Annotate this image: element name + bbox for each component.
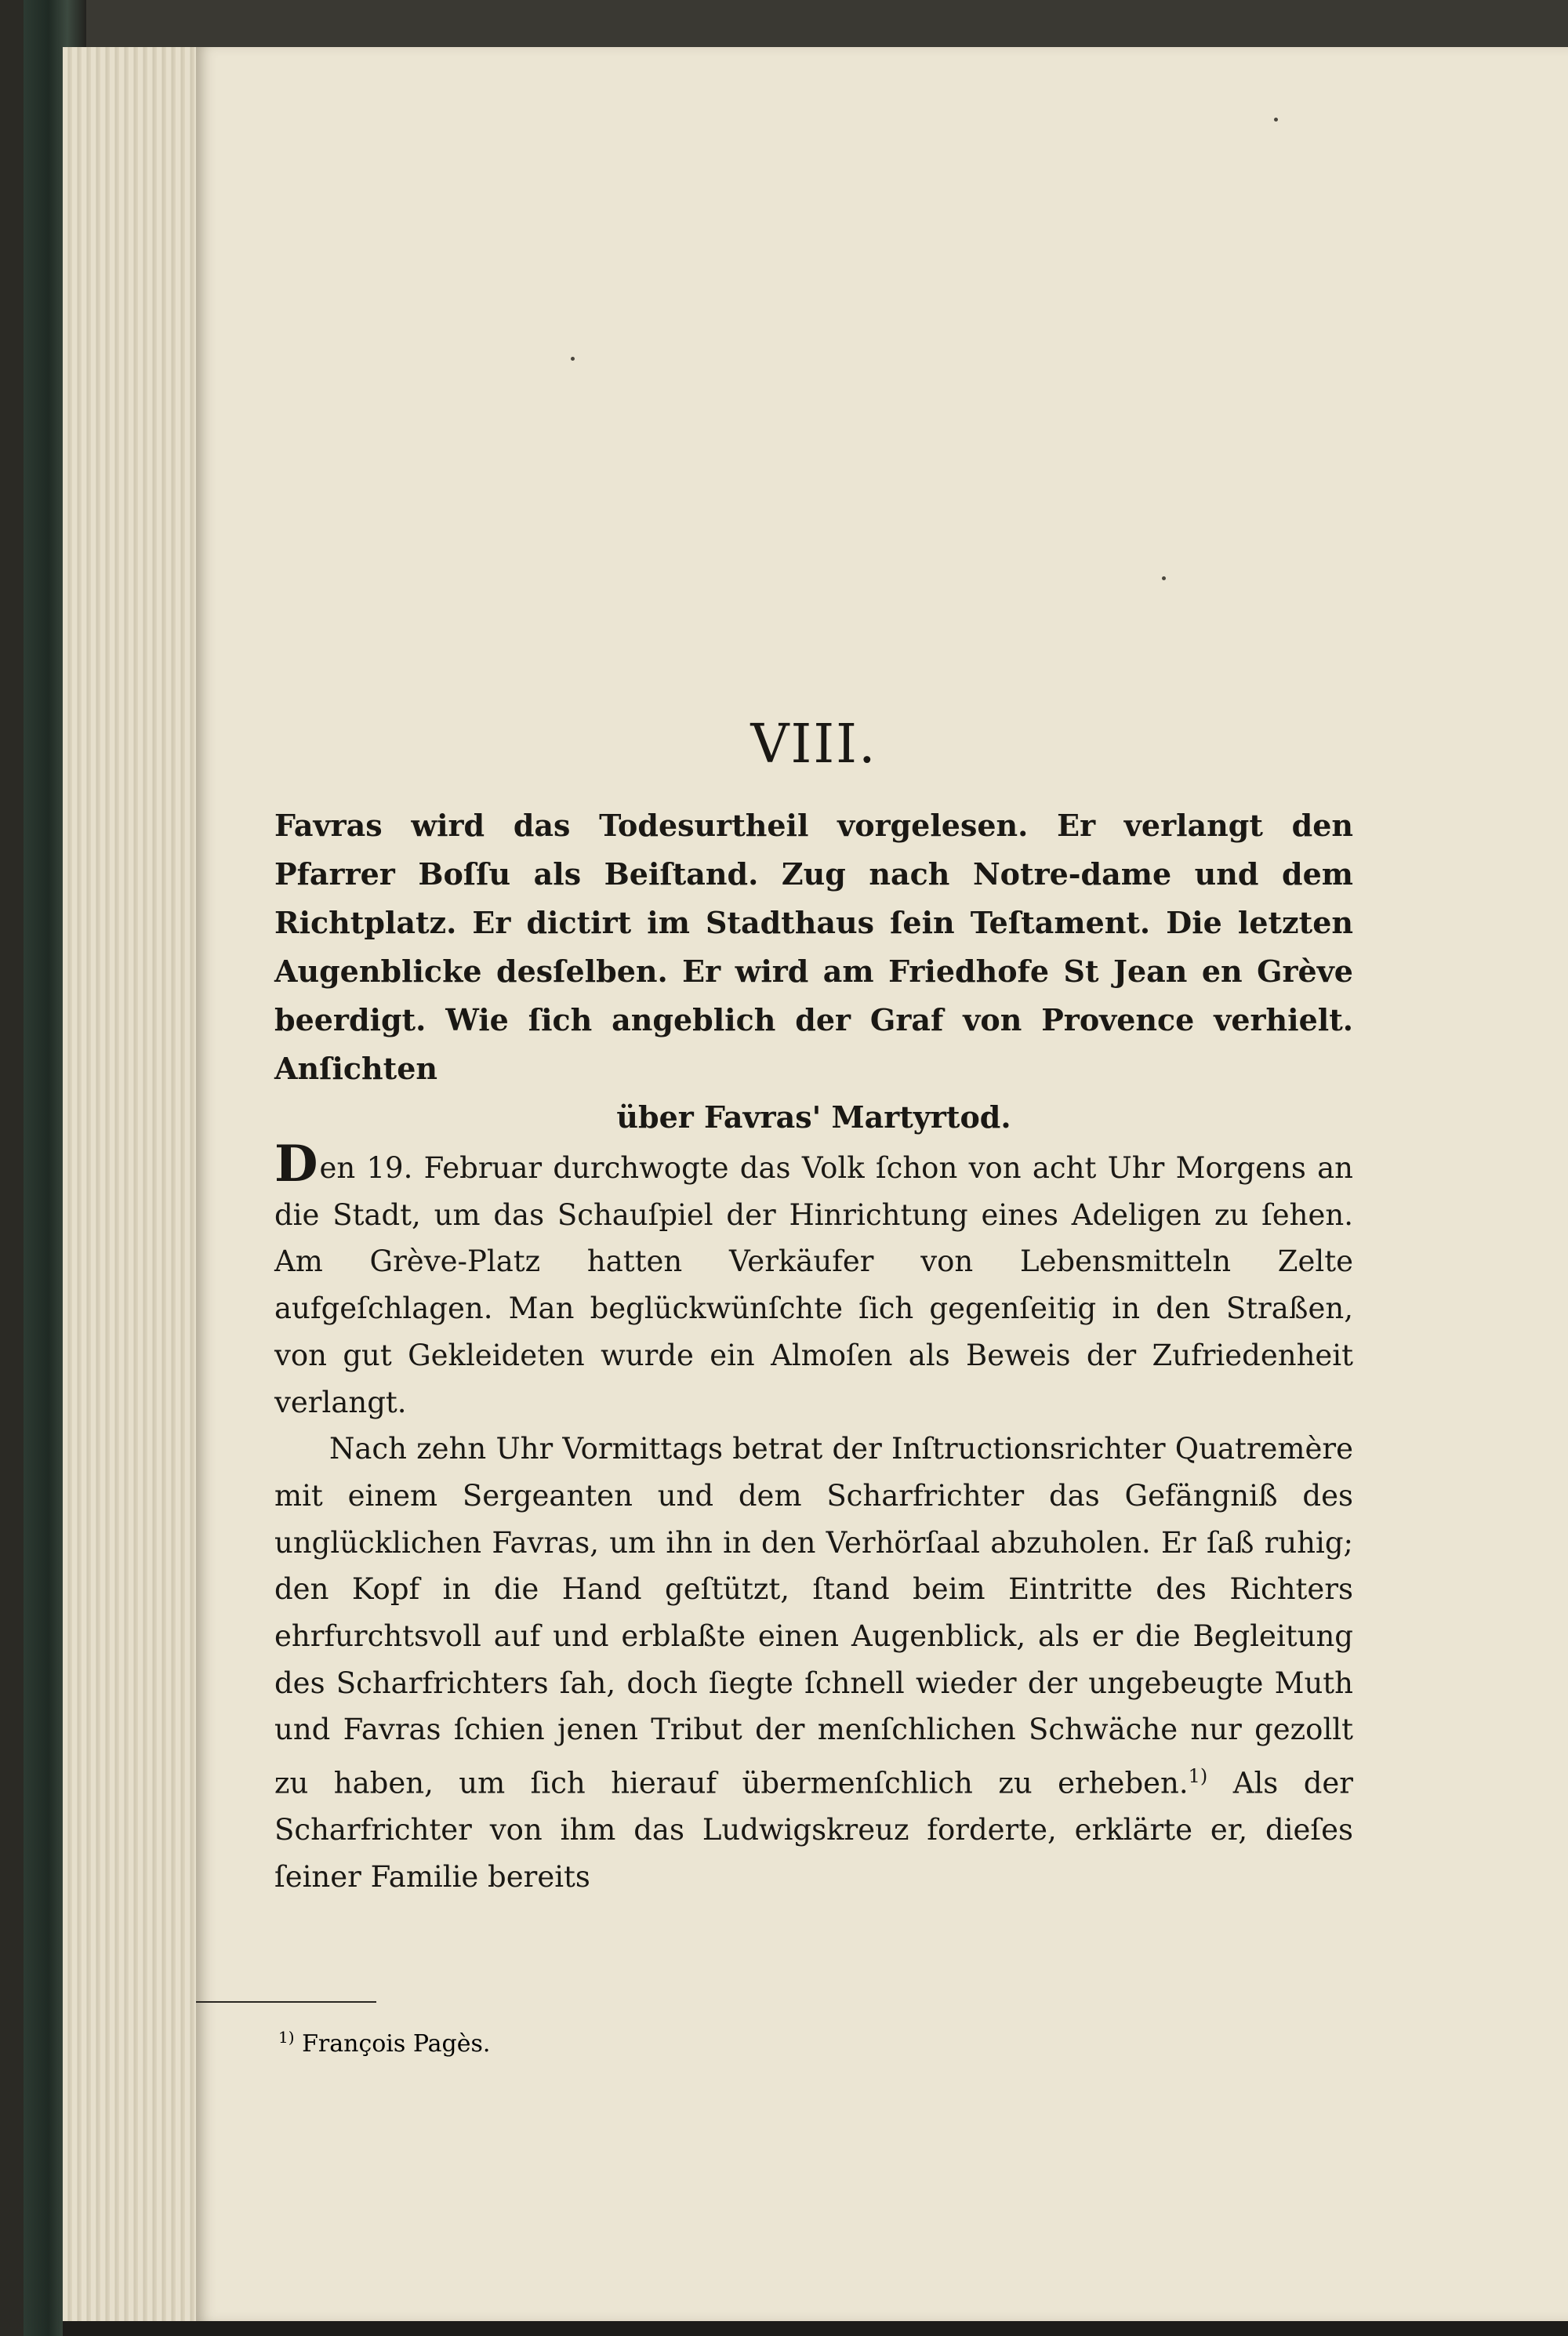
drop-cap: D (274, 1135, 318, 1193)
page-edges (63, 47, 196, 2321)
paper-speck (571, 357, 575, 361)
footnote-text: François Pagès. (302, 2030, 491, 2058)
footnote-divider (196, 2001, 376, 2003)
paragraph (274, 1426, 1353, 1900)
paragraph-text: en 19. Februar durchwogte das Volk ſchon von acht Uhr Morgens an die Stadt, um das Schauſpiel der Hinrichtung eines Adeligen zu ſehen. Am Grève-Platz hatten Verkäufer von Lebensmitteln Zelte aufgeſchlagen. Man beglückwünſchte ſich gegenſeitig in den Straßen, von gut Gekleideten wurde ein Almoſen als Beweis der Zufriedenheit verlangt. (274, 1151, 1353, 1419)
chapter-number: VIII. (750, 714, 877, 776)
paper-speck (1274, 118, 1278, 122)
paragraph-text: Nach zehn Uhr Vormittags betrat der Inſtructionsrichter Quatremère mit einem Sergeanten und dem Scharfrichter das Gefängniß des unglücklichen Favras, um ihn in den Verhörſaal abzuholen. Er ſaß ruhig; den Kopf in die Hand geſtützt, ſtand beim Eintritte des Richters ehrfurchtsvoll auf und erblaßte einen Augenblick, als er die Begleitung des Scharfrichters ſah, doch ſiegte ſchnell wieder der ungebeugte Muth und Favras ſchien jenen Tribut der menſchlichen Schwäche nur gezollt zu haben, um ſich hierauf übermenſchlich zu erheben. (274, 1432, 1353, 1800)
chapter-summary-text: Favras wird das Todesurtheil vorgelesen. Er verlangt den Pfarrer Boſſu als Beiſtand. Zug nach Notre-dame und dem Richtplatz. Er dictirt im Stadthaus ſein Teſtament. Die letzten Augenblicke desſelben. Er wird am Friedhofe St Jean en Grève beerdigt. Wie ſich angeblich der Graf von Provence verhielt. Anſichten (274, 808, 1353, 1086)
body-text (274, 1135, 1353, 1901)
paragraph-text: Als der Scharfrichter von ihm das Ludwigskreuz forderte, erklärte er, dieſes ſeiner Familie bereits (274, 1766, 1353, 1894)
chapter-summary (274, 801, 1353, 1142)
paragraph (274, 1135, 1353, 1426)
footnote-reference[interactable]: 1) (1188, 1765, 1208, 1788)
paper-speck (1162, 576, 1166, 580)
page-bottom-shadow (63, 2321, 1568, 2336)
footnote-marker: 1) (278, 2028, 295, 2047)
chapter-summary-last-line: über Favras' Martyrtod. (616, 1099, 1011, 1135)
footnote (278, 2022, 490, 2060)
